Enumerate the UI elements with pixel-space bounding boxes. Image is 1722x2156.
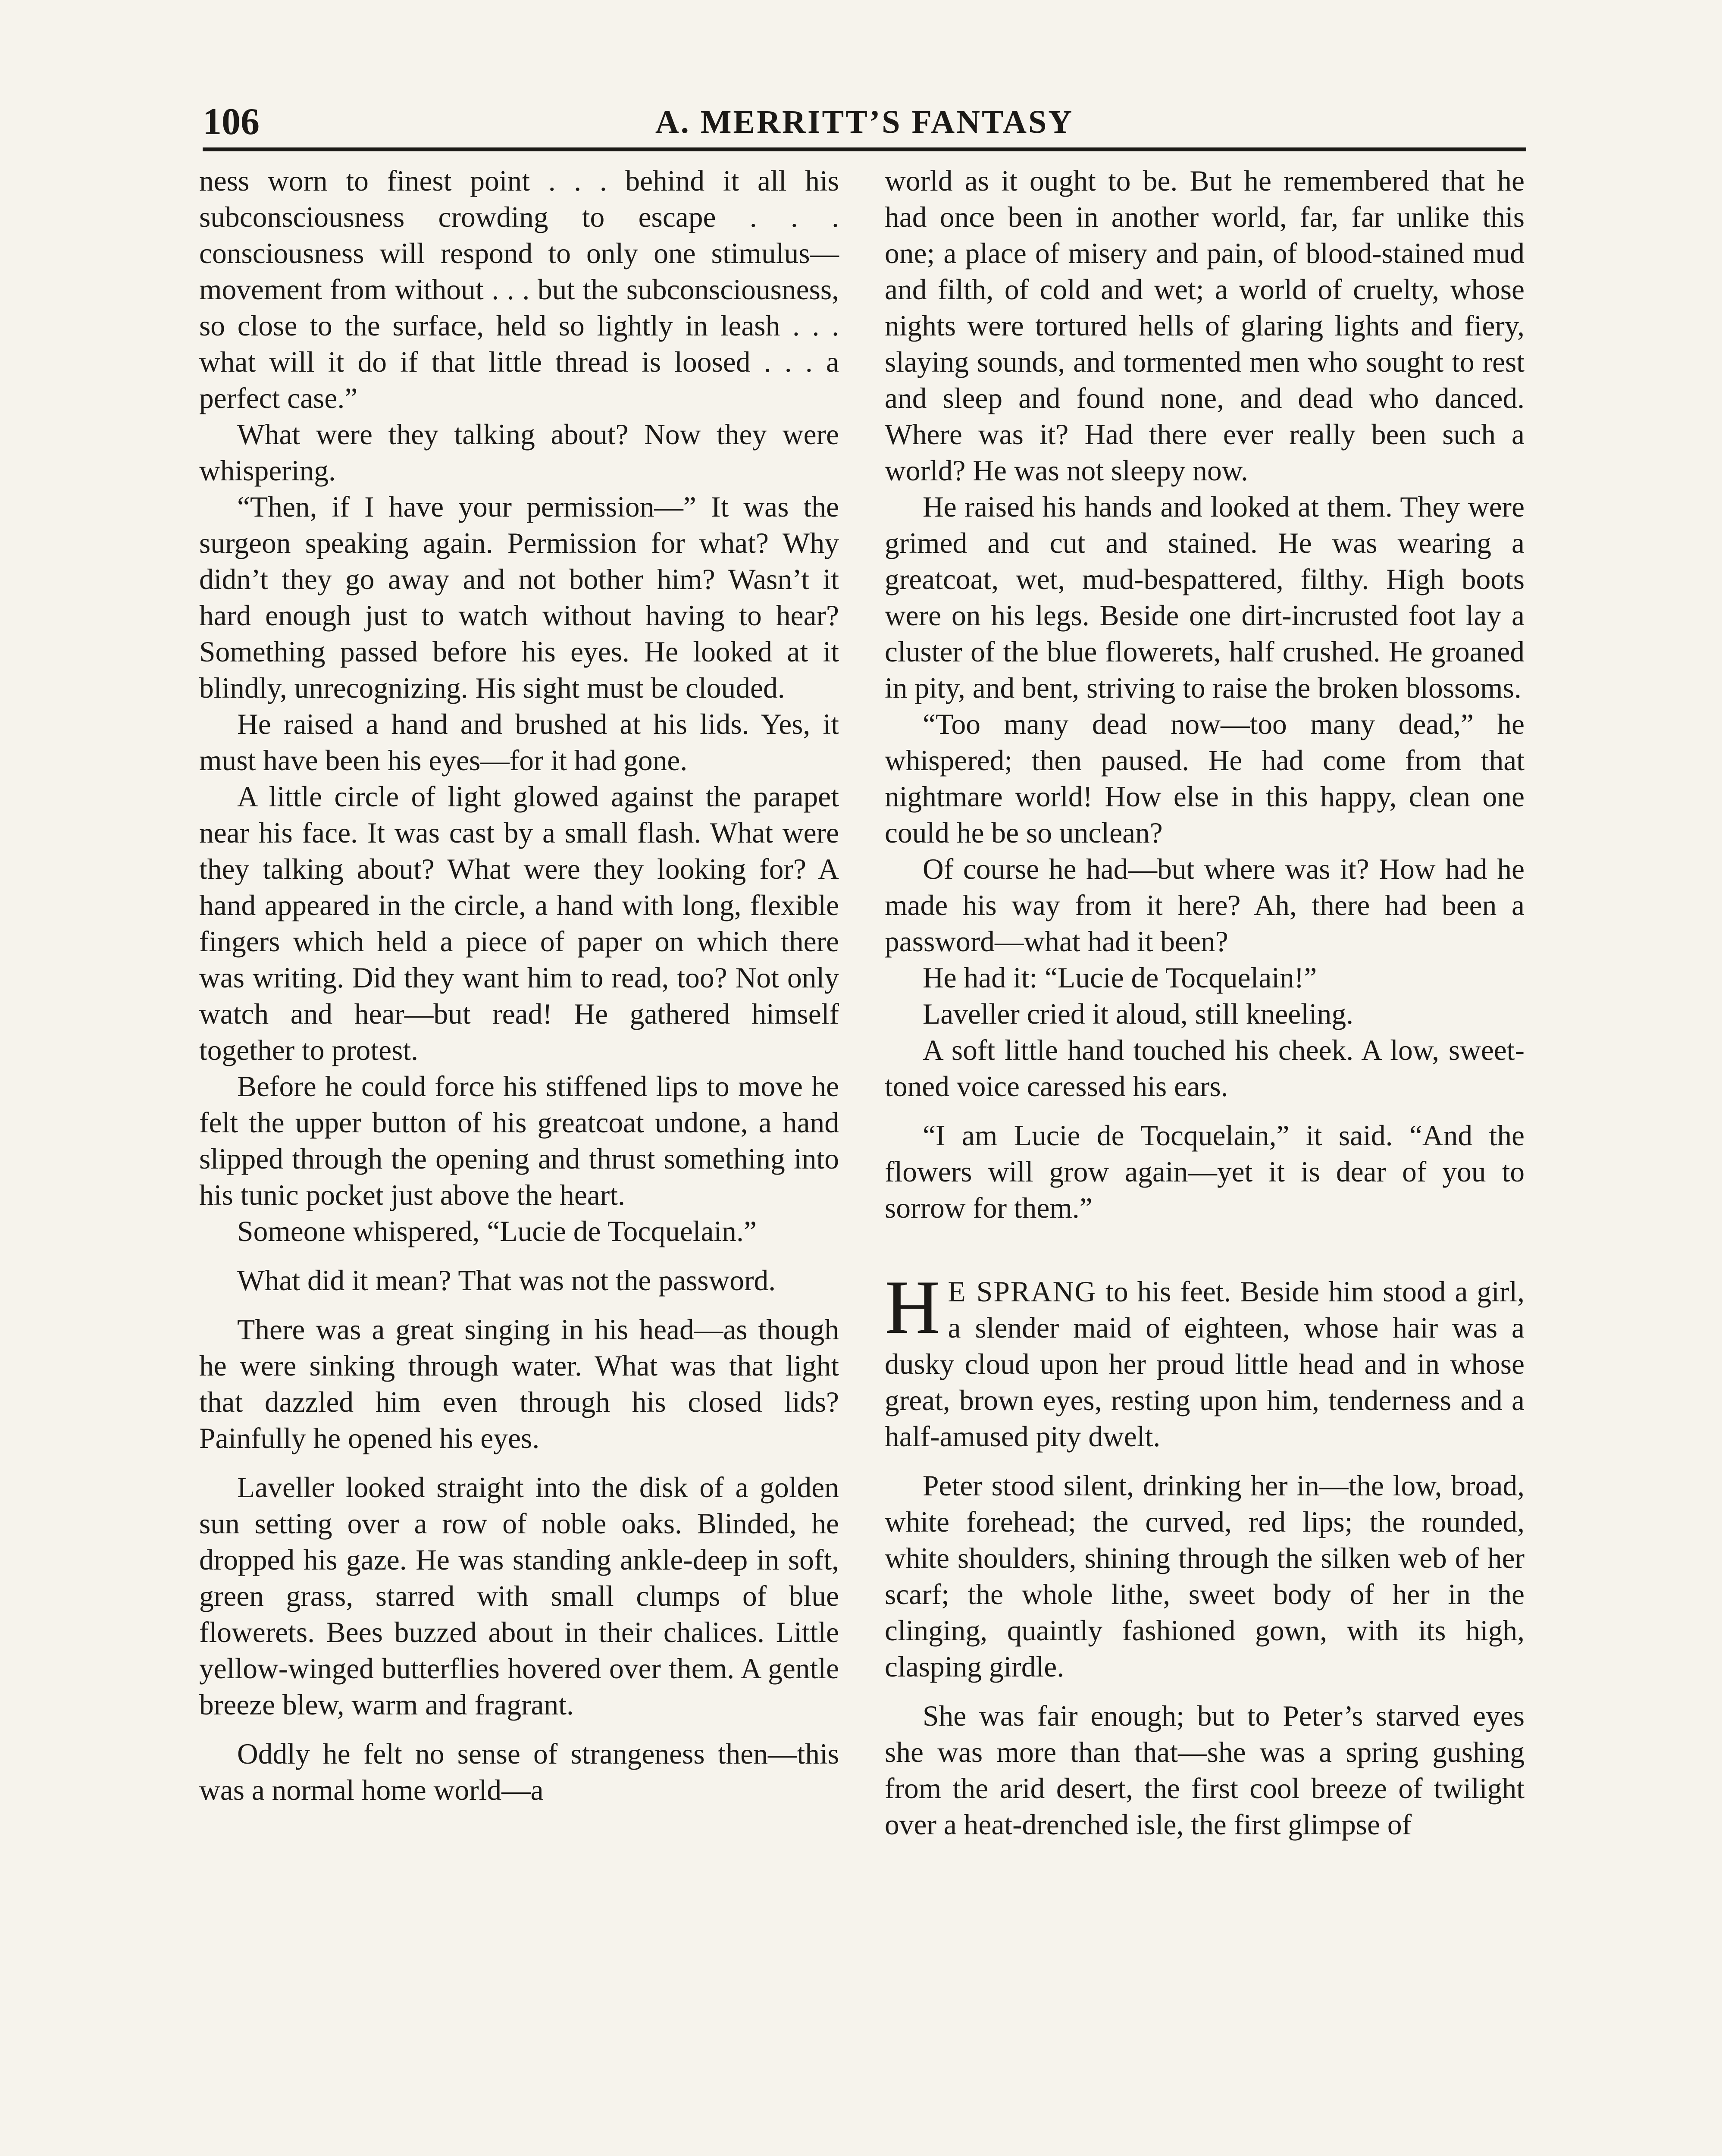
paragraph: Laveller cried it aloud, still kneeling. [923,998,1354,1030]
section-lead-words: E SPRANG [948,1275,1097,1308]
left-column [199,163,839,1808]
drop-cap: H [885,1264,940,1350]
paragraph: Oddly he felt no sense of strangeness then—this was a normal home world—a [199,1738,839,1806]
section-opening-paragraph [885,1264,1525,1455]
paragraph: What did it mean? That was not the password. [237,1264,776,1297]
paragraph: What were they talking about? Now they were whispering. [199,418,839,487]
paragraph: Before he could force his stiffened lips to move he felt the upper button of his greatcoat undone, a hand slipped through the opening and thrust something into his tunic pocket just above the heart. [199,1070,839,1211]
page-number: 106 [203,101,260,143]
running-title: A. MERRITT’S FANTASY [655,104,1074,140]
paragraph: He raised his hands and looked at them. They were grimed and cut and stained. He was wearing a greatcoat, wet, mud-bespattered, filthy. High boots were on his legs. Beside one dirt-incrusted foot lay a cluster of the blue flowerets, half crushed. He groaned in pity, and bent, striving to raise the broken blossoms. [885,491,1525,704]
paragraph: There was a great singing in his head—as though he were sinking through water. What was that light that dazzled him even through his closed lids? Painfully he opened his eyes. [199,1313,839,1454]
paragraph: “I am Lucie de Tocquelain,” it said. “And the flowers will grow again—yet it is dear of you to sorrow for them.” [885,1119,1525,1224]
paragraph: “Too many dead now—too many dead,” he whispered; then paused. He had come from that nightmare world! How else in this happy, clean one could he be so unclean? [885,708,1525,849]
header-rule [203,147,1526,151]
paragraph: Of course he had—but where was it? How had he made his way from it here? Ah, there had been a password—what had it been? [885,853,1525,958]
paragraph: He raised a hand and brushed at his lids. Yes, it must have been his eyes—for it had gone. [199,708,839,777]
paragraph: ness worn to finest point . . . behind it all his subconsciousness crowding to escape . . . consciousness will respond to only one stimulus—movement from without . . . but the subconsciousness, so close to the surface, held so lightly in leash . . . what will it do if that little thread is loosed . . . a perfect case.” [199,165,839,414]
page-header [203,98,1526,146]
paragraph: A soft little hand touched his cheek. A low, sweet-toned voice caressed his ears. [885,1034,1525,1103]
paragraph: “Then, if I have your permission—” It was the surgeon speaking again. Permission for what? Why didn’t they go away and not bother him? Wasn’t it hard enough just to watch without having to hear? Something passed before his eyes. He looked at it blindly, unrecognizing. His sight must be clouded. [199,491,839,704]
right-column [885,163,1525,1843]
paragraph: Peter stood silent, drinking her in—the low, broad, white forehead; the curved, red lips; the rounded, white shoulders, shining through the silken web of her scarf; the whole lithe, sweet body of her in the clinging, quaintly fashioned gown, with its high, clasping girdle. [885,1470,1525,1683]
section-opening-text: to his feet. Beside him stood a girl, a slender maid of eighteen, whose hair was a dusky cloud upon her proud little head and in whose great, brown eyes, resting upon him, tenderness and a half-amused pity dwelt. [885,1275,1525,1453]
paragraph: He had it: “Lucie de Tocquelain!” [923,962,1317,994]
paragraph: A little circle of light glowed against the parapet near his face. It was cast by a small flash. What were they talking about? What were they looking for? A hand appeared in the circle, a hand with long, flexible fingers which held a piece of paper on which there was writing. Did they want him to read, too? Not only watch and hear—but read! He gathered himself together to protest. [199,780,839,1066]
paragraph: She was fair enough; but to Peter’s starved eyes she was more than that—she was a spring gushing from the arid desert, the first cool breeze of twilight over a heat-drenched isle, the first glimpse of [885,1700,1525,1841]
paragraph: world as it ought to be. But he remembered that he had once been in another world, far, far unlike this one; a place of misery and pain, of blood-stained mud and filth, of cold and wet; a world of cruelty, whose nights were tortured hells of glaring lights and fiery, slaying sounds, and tormented men who sought to rest and sleep and found none, and dead who danced. Where was it? Had there ever really been such a world? He was not sleepy now. [885,165,1525,487]
paragraph: Laveller looked straight into the disk of a golden sun setting over a row of noble oaks. Blinded, he dropped his gaze. He was standing ankle-deep in soft, green grass, starred with small clumps of blue flowerets. Bees buzzed about in their chalices. Little yellow-winged butterflies hovered over them. A gentle breeze blew, warm and fragrant. [199,1471,839,1721]
paragraph: Someone whispered, “Lucie de Tocquelain.” [237,1215,757,1247]
